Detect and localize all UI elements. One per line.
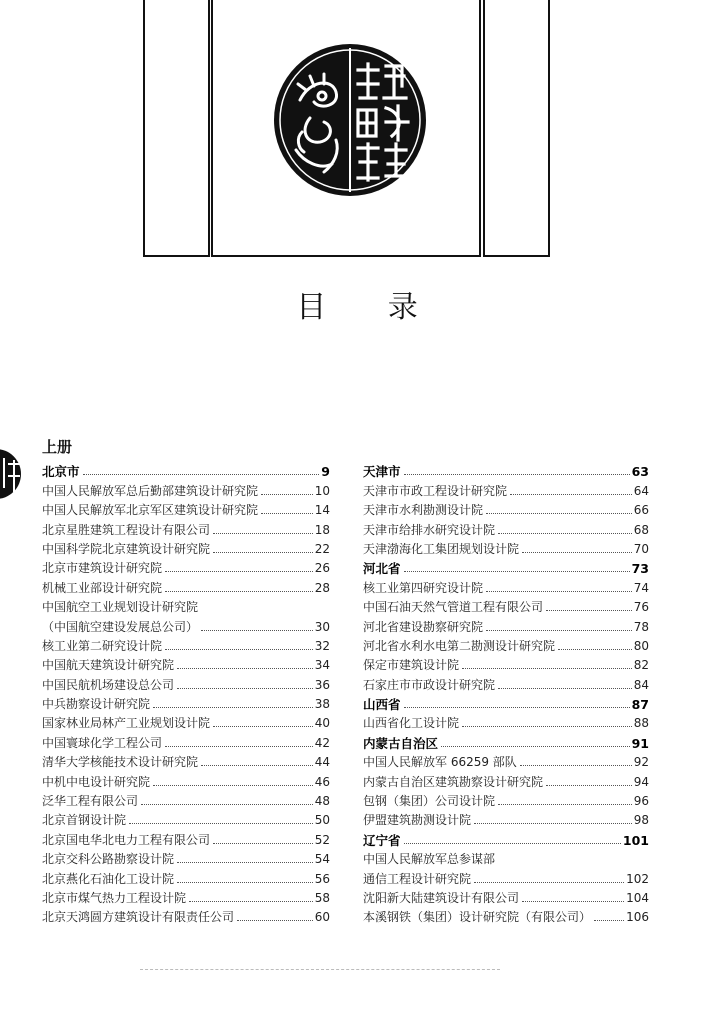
toc-title: 目 录 (296, 290, 444, 325)
toc-entry[interactable] (363, 596, 649, 615)
toc-page-number: 52 (314, 832, 330, 847)
toc-entry-title: 清华大学核能技术设计研究院 (42, 755, 199, 770)
toc-entry-title: 中国人民解放军 66259 部队 (363, 755, 517, 770)
toc-page-number: 26 (314, 561, 330, 576)
toc-dot-leader (261, 513, 313, 514)
toc-dot-leader (441, 746, 630, 747)
toc-entry[interactable] (363, 615, 649, 634)
toc-page-number: 18 (314, 522, 330, 537)
toc-dot-leader (498, 533, 632, 534)
toc-dot-leader (129, 823, 313, 824)
toc-dot-leader (213, 533, 313, 534)
toc-entry-title: 包钢（集团）公司设计院 (363, 794, 496, 809)
toc-entry-title: 天津市 (363, 464, 401, 480)
toc-entry-title: 辽宁省 (363, 832, 401, 848)
toc-page-number: 92 (633, 755, 649, 770)
toc-page-number: 63 (631, 464, 649, 480)
toc-dot-leader (498, 804, 632, 805)
toc-dot-leader (520, 765, 632, 766)
toc-page-number: 44 (314, 755, 330, 770)
toc-entry[interactable] (363, 673, 649, 692)
toc-entry-title: 中国航空工业规划设计研究院 (42, 600, 199, 615)
toc-section-heading[interactable] (363, 828, 649, 847)
toc-entry[interactable] (42, 538, 330, 557)
toc-entry-title: 河北省建设勘察研究院 (363, 619, 484, 634)
toc-entry-title: （中国航空建设发展总公司） (42, 619, 199, 634)
toc-page-number: 101 (622, 832, 649, 848)
toc-entry-title: 中国航天建筑设计研究院 (42, 658, 175, 673)
toc-section-heading[interactable] (363, 557, 649, 576)
toc-entry[interactable] (42, 848, 330, 867)
toc-dot-leader (177, 862, 313, 863)
toc-entry[interactable] (363, 809, 649, 828)
toc-entry[interactable] (363, 538, 649, 557)
toc-entry-title: 北京燕化石油化工设计院 (42, 871, 175, 886)
toc-dot-leader (213, 726, 313, 727)
toc-entry-title: 中国石油天然气管道工程有限公司 (363, 600, 544, 615)
toc-page-number: 64 (633, 483, 649, 498)
toc-entry-title: 河北省 (363, 561, 401, 577)
toc-page-number: 82 (633, 658, 649, 673)
toc-entry[interactable] (363, 654, 649, 673)
toc-entry-title: 北京市 (42, 464, 80, 480)
toc-dot-leader (522, 901, 624, 902)
toc-section-heading[interactable] (363, 460, 649, 479)
toc-page-number: 48 (314, 794, 330, 809)
toc-page-number: 96 (633, 794, 649, 809)
toc-dot-leader (177, 882, 313, 883)
toc-dot-leader (486, 513, 632, 514)
toc-page-number: 34 (314, 658, 330, 673)
toc-entry[interactable] (42, 557, 330, 576)
toc-entry[interactable] (363, 751, 649, 770)
toc-entry-title: 通信工程设计研究院 (363, 871, 472, 886)
toc-entry-title: 天津渤海化工集团规划设计院 (363, 541, 520, 556)
toc-dot-leader (462, 668, 632, 669)
toc-entry[interactable] (42, 693, 330, 712)
toc-entry[interactable] (42, 751, 330, 770)
toc-page-number: 9 (321, 464, 330, 480)
edge-seal-icon (0, 448, 22, 500)
toc-entry-title: 中国科学院北京建筑设计研究院 (42, 541, 211, 556)
toc-page-number: 32 (314, 638, 330, 653)
toc-entry[interactable] (363, 770, 649, 789)
toc-page-number: 91 (631, 735, 649, 751)
toc-entry-title: 北京星胜建筑工程设计有限公司 (42, 522, 211, 537)
page-bottom-rule (140, 969, 500, 970)
toc-page-number: 87 (631, 697, 649, 713)
toc-dot-leader (261, 494, 313, 495)
toc-entry[interactable] (363, 848, 649, 867)
toc-page-number: 22 (314, 541, 330, 556)
toc-entry-title: 北京市煤气热力工程设计院 (42, 890, 187, 905)
toc-entry-title: 山西省化工设计院 (363, 716, 460, 731)
toc-entry[interactable] (363, 906, 649, 925)
toc-entry[interactable] (42, 731, 330, 750)
toc-dot-leader (522, 552, 632, 553)
toc-entry[interactable] (42, 770, 330, 789)
toc-entry-title: 石家庄市市政设计研究院 (363, 677, 496, 692)
toc-entry-title: 中国人民解放军北京军区建筑设计研究院 (42, 503, 259, 518)
toc-column-right (363, 460, 649, 925)
toc-entry[interactable] (42, 906, 330, 925)
toc-page-number: 28 (314, 580, 330, 595)
toc-dot-leader (594, 920, 624, 921)
toc-entry[interactable] (42, 790, 330, 809)
toc-page-number: 56 (314, 871, 330, 886)
toc-page-number: 14 (314, 503, 330, 518)
toc-entry[interactable] (42, 615, 330, 634)
toc-entry[interactable] (42, 596, 330, 615)
toc-entry-title: 核工业第四研究设计院 (363, 580, 484, 595)
toc-dot-leader (237, 920, 313, 921)
toc-entry-title: 中国民航机场建设总公司 (42, 677, 175, 692)
toc-page-number: 84 (633, 677, 649, 692)
toc-entry[interactable] (42, 576, 330, 595)
toc-column-left (42, 460, 330, 925)
toc-entry[interactable] (363, 576, 649, 595)
toc-entry[interactable] (42, 479, 330, 498)
toc-entry[interactable] (42, 828, 330, 847)
toc-entry[interactable] (363, 790, 649, 809)
toc-dot-leader (404, 571, 630, 572)
toc-page-number: 76 (633, 600, 649, 615)
toc-page-number: 60 (314, 910, 330, 925)
toc-entry-title: 保定市建筑设计院 (363, 658, 460, 673)
toc-dot-leader (213, 552, 313, 553)
toc-page-number: 94 (633, 774, 649, 789)
toc-entry[interactable] (363, 479, 649, 498)
toc-dot-leader (177, 688, 313, 689)
toc-page-number: 50 (314, 813, 330, 828)
toc-dot-leader (498, 688, 632, 689)
toc-page-number: 88 (633, 716, 649, 731)
toc-dot-leader (165, 649, 313, 650)
toc-page-number: 68 (633, 522, 649, 537)
toc-entry[interactable] (42, 712, 330, 731)
toc-dot-leader (474, 823, 632, 824)
toc-dot-leader (546, 785, 632, 786)
toc-page-number: 102 (626, 871, 649, 886)
toc-entry[interactable] (363, 887, 649, 906)
toc-section-heading[interactable] (363, 693, 649, 712)
toc-page-number: 30 (314, 619, 330, 634)
toc-dot-leader (486, 630, 632, 631)
toc-section-heading[interactable] (363, 731, 649, 750)
toc-dot-leader (201, 630, 313, 631)
toc-entry[interactable] (363, 712, 649, 731)
toc-entry-title: 北京天鸿圆方建筑设计有限责任公司 (42, 910, 235, 925)
toc-entry[interactable] (363, 499, 649, 518)
toc-entry[interactable] (42, 499, 330, 518)
toc-page-number: 78 (633, 619, 649, 634)
volume-label: 上册 (42, 438, 73, 456)
toc-entry-title: 中兵勘察设计研究院 (42, 697, 151, 712)
toc-dot-leader (462, 726, 632, 727)
toc-dot-leader (83, 474, 320, 475)
toc-dot-leader (474, 882, 624, 883)
toc-entry-title: 北京国电华北电力工程有限公司 (42, 832, 211, 847)
toc-dot-leader (404, 843, 621, 844)
right-frame-panel (483, 0, 550, 257)
left-frame-panel (143, 0, 210, 257)
toc-entry[interactable] (42, 635, 330, 654)
toc-page-number: 106 (626, 910, 649, 925)
toc-dot-leader (165, 591, 313, 592)
toc-dot-leader (486, 591, 632, 592)
toc-entry-title: 中国人民解放军总参谋部 (363, 852, 496, 867)
toc-page-number: 104 (626, 890, 649, 905)
toc-dot-leader (153, 707, 313, 708)
toc-page-number: 70 (633, 541, 649, 556)
toc-dot-leader (546, 610, 632, 611)
toc-entry-title: 天津市水利勘测设计院 (363, 503, 484, 518)
toc-entry[interactable] (42, 887, 330, 906)
toc-entry-title: 伊盟建筑勘测设计院 (363, 813, 472, 828)
toc-entry-title: 本溪钢铁（集团）设计研究院（有限公司） (363, 910, 592, 925)
toc-entry[interactable] (363, 867, 649, 886)
toc-dot-leader (558, 649, 632, 650)
toc-entry[interactable] (42, 654, 330, 673)
toc-entry[interactable] (42, 809, 330, 828)
toc-entry[interactable] (363, 635, 649, 654)
toc-page-number: 40 (314, 716, 330, 731)
toc-dot-leader (213, 843, 313, 844)
toc-entry-title: 核工业第二研究设计院 (42, 638, 163, 653)
toc-entry[interactable] (363, 518, 649, 537)
toc-entry-title: 内蒙古自治区建筑勘察设计研究院 (363, 774, 544, 789)
toc-page-number: 66 (633, 503, 649, 518)
toc-entry-title: 内蒙古自治区 (363, 735, 439, 751)
toc-page-number: 80 (633, 638, 649, 653)
toc-dot-leader (165, 746, 313, 747)
toc-entry-title: 机械工业部设计研究院 (42, 580, 163, 595)
toc-entry-title: 北京首钢设计院 (42, 813, 127, 828)
toc-entry[interactable] (42, 673, 330, 692)
toc-entry[interactable] (42, 518, 330, 537)
toc-entry-title: 沈阳新大陆建筑设计有限公司 (363, 890, 520, 905)
toc-entry-title: 中机中电设计研究院 (42, 774, 151, 789)
toc-dot-leader (189, 901, 313, 902)
toc-page-number: 46 (314, 774, 330, 789)
toc-entry-title: 泛华工程有限公司 (42, 794, 139, 809)
toc-page-number: 98 (633, 813, 649, 828)
toc-section-heading[interactable] (42, 460, 330, 479)
toc-dot-leader (153, 785, 313, 786)
toc-entry-title: 山西省 (363, 697, 401, 713)
toc-page-number: 10 (314, 483, 330, 498)
toc-dot-leader (141, 804, 313, 805)
toc-page-number: 38 (314, 697, 330, 712)
toc-entry-title: 天津市给排水研究设计院 (363, 522, 496, 537)
toc-dot-leader (404, 474, 630, 475)
toc-entry-title: 天津市市政工程设计研究院 (363, 483, 508, 498)
toc-page-number: 54 (314, 852, 330, 867)
toc-entry[interactable] (42, 867, 330, 886)
toc-entry-title: 国家林业局林产工业规划设计院 (42, 716, 211, 731)
toc-page-number: 58 (314, 890, 330, 905)
toc-dot-leader (510, 494, 632, 495)
toc-page-number: 42 (314, 735, 330, 750)
toc-dot-leader (201, 765, 313, 766)
toc-dot-leader (165, 571, 313, 572)
toc-dot-leader (404, 707, 630, 708)
toc-page-number: 36 (314, 677, 330, 692)
toc-entry-title: 中国寰球化学工程公司 (42, 735, 163, 750)
toc-entry-title: 河北省水利水电第二勘测设计研究院 (363, 638, 556, 653)
toc-page-number: 74 (633, 580, 649, 595)
seal-emblem-icon (270, 40, 430, 200)
toc-entry-title: 北京市建筑设计研究院 (42, 561, 163, 576)
toc-page-number: 73 (631, 561, 649, 577)
toc-entry-title: 北京交科公路勘察设计院 (42, 852, 175, 867)
toc-entry-title: 中国人民解放军总后勤部建筑设计研究院 (42, 483, 259, 498)
toc-dot-leader (177, 668, 313, 669)
